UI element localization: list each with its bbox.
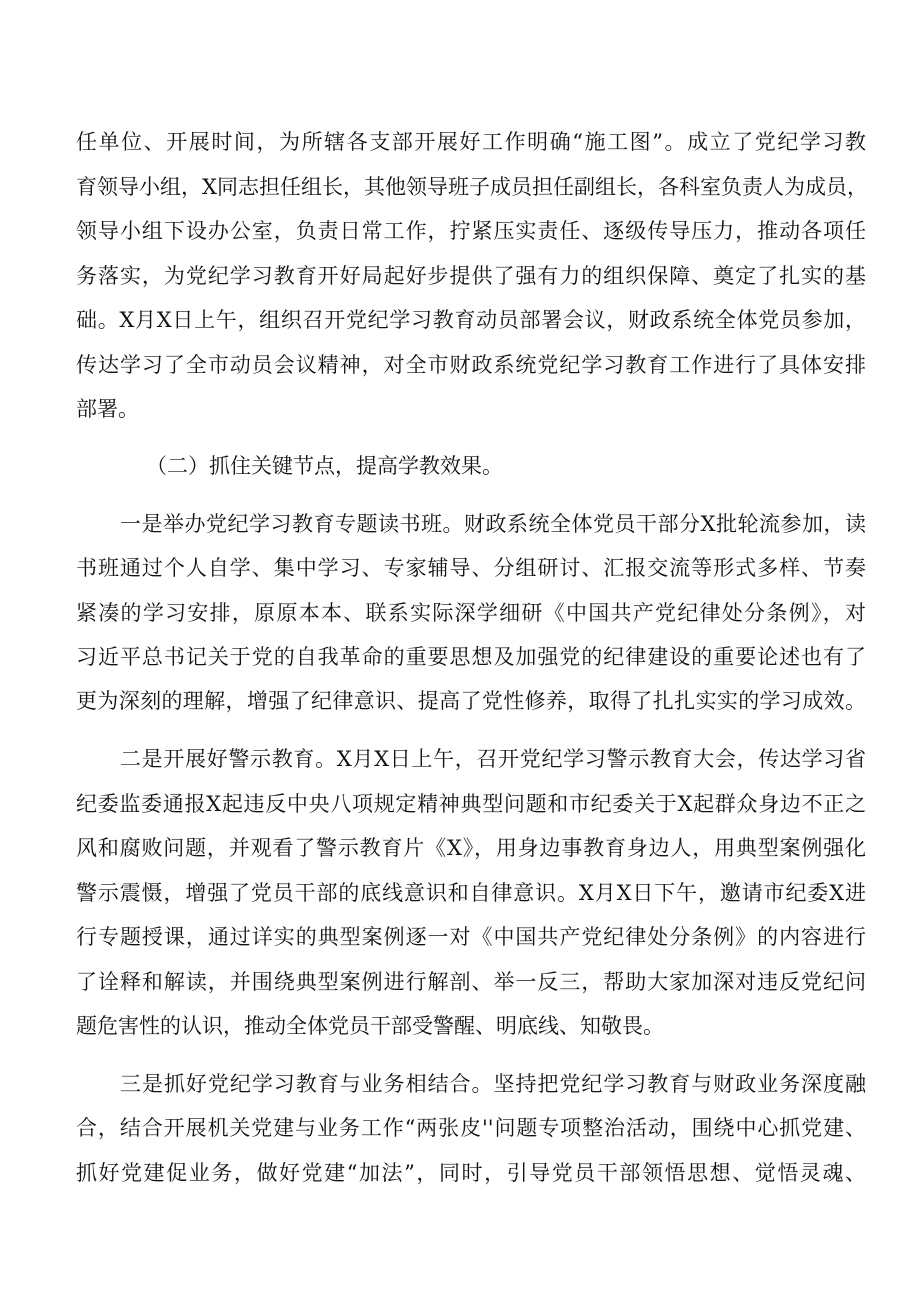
text-line: 更为深刻的理解，增强了纪律意识、提高了党性修养，取得了扎扎实实的学习成效。 [76,689,866,713]
text-line: 了诠释和解读，并围绕典型案例进行解剖、举一反三，帮助大家加深对违反党纪问 [76,970,866,994]
text-line: 务落实，为党纪学习教育开好局起好步提供了强有力的组织保障、奠定了扎实的基 [76,264,866,288]
text-line: 行专题授课，通过详实的典型案例逐一对《中国共产党纪律处分条例》的内容进行 [76,925,866,949]
text-line: 合，结合开展机关党建与业务工作“两张皮''问题专项整治活动，围绕中心抓党建、 [76,1116,866,1140]
text-line: 习近平总书记关于党的自我革命的重要思想及加强党的纪律建设的重要论述也有了 [76,645,866,669]
text-line: 任单位、开展时间，为所辖各支部开展好工作明确“施工图”。成立了党纪学习教 [76,130,866,154]
text-line: 纪委监委通报X起违反中央八项规定精神典型问题和市纪委关于X起群众身边不正之 [76,792,866,816]
text-line: 育领导小组，X同志担任组长，其他领导班子成员担任副组长，各科室负责人为成员， [76,175,868,199]
text-line: 三是抓好党纪学习教育与业务相结合。坚持把党纪学习教育与财政业务深度融 [120,1072,866,1096]
text-line: 紧凑的学习安排，原原本本、联系实际深学细研《中国共产党纪律处分条例》，对 [76,601,866,625]
section-heading: （二）抓住关键节点，提高学教效果。 [146,454,503,478]
text-line: 一是举办党纪学习教育专题读书班。财政系统全体党员干部分X批轮流参加，读 [120,512,866,536]
text-line: 领导小组下设办公室，负责日常工作，拧紧压实责任、逐级传导压力，推动各项任 [76,219,866,243]
text-line: 书班通过个人自学、集中学习、专家辅导、分组研讨、汇报交流等形式多样、节奏 [76,556,866,580]
text-line: 部署。 [76,397,139,421]
text-line: 风和腐败问题，并观看了警示教育片《X》，用身边事教育身边人，用典型案例强化 [76,836,866,860]
text-line: 二是开展好警示教育。X月X日上午，召开党纪学习警示教育大会，传达学习省 [120,747,866,771]
text-line: 传达学习了全市动员会议精神，对全市财政系统党纪学习教育工作进行了具体安排 [76,353,866,377]
text-line: 础。X月X日上午，组织召开党纪学习教育动员部署会议，财政系统全体党员参加， [76,308,866,332]
text-line: 抓好党建促业务，做好党建“加法”，同时，引导党员干部领悟思想、觉悟灵魂、 [76,1161,866,1185]
text-line: 警示震慑，增强了党员干部的底线意识和自律意识。X月X日下午，邀请市纪委X进 [76,881,866,905]
text-line: 题危害性的认识，推动全体党员干部受警醒、明底线、知敬畏。 [76,1014,664,1038]
